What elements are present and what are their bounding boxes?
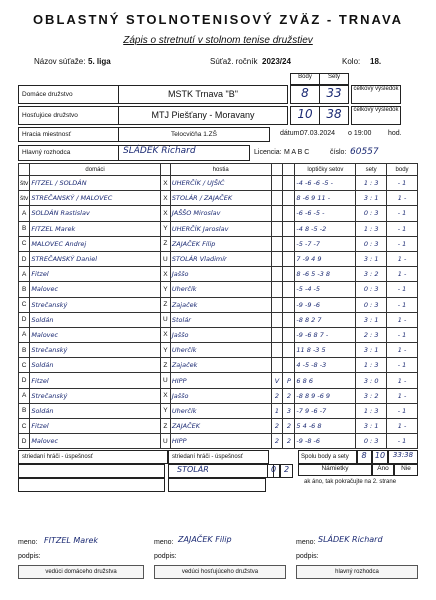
points-result: 1 - xyxy=(387,373,418,388)
row-letter: U xyxy=(160,434,170,449)
notes-yes[interactable]: Áno xyxy=(372,464,394,476)
licence-no-label: číslo: xyxy=(330,149,347,156)
points-result: - 1 xyxy=(387,434,418,449)
row-key: B xyxy=(19,343,30,358)
row-key: D xyxy=(19,251,30,266)
guest-meno-label: meno: xyxy=(154,539,174,546)
row-letter: Z xyxy=(160,358,170,373)
points-result: - 1 xyxy=(387,297,418,312)
home-player: Fitzel xyxy=(30,267,161,282)
col-guest-header: hostia xyxy=(170,164,271,176)
sets-result: 3 : 2 xyxy=(356,388,387,403)
p-mark xyxy=(283,176,295,191)
row-letter: X xyxy=(160,206,170,221)
date-value: 07.03.2024 xyxy=(300,130,336,137)
guest-player: Uherčík xyxy=(170,403,271,418)
total-guest: 10 xyxy=(372,450,388,464)
set-scores: -6 -6 -5 - xyxy=(295,206,356,221)
guest-player: STOLÁR / ZAJAČEK xyxy=(170,191,271,206)
v-mark xyxy=(271,312,283,327)
guest-player: UHERČÍK Jaroslav xyxy=(170,221,271,236)
row-key: C xyxy=(19,419,30,434)
home-sety: 33 xyxy=(319,85,349,104)
p-mark xyxy=(283,191,295,206)
guest-team-name: MTJ Piešťany - Moravany xyxy=(118,106,288,125)
guest-player: Uherčík xyxy=(170,343,271,358)
sets-result: 0 : 3 xyxy=(356,297,387,312)
match-row xyxy=(19,343,418,358)
home-player: Strečanský xyxy=(30,388,161,403)
p-mark xyxy=(283,251,295,266)
v-mark xyxy=(271,297,283,312)
sets-result: 3 : 0 xyxy=(356,373,387,388)
guest-player: HIPP xyxy=(170,373,271,388)
guest-player: STOLÁR Vladimír xyxy=(170,251,271,266)
notes-text: ak áno, tak pokračujte na 2. strane xyxy=(304,479,397,485)
v-mark xyxy=(271,267,283,282)
row-letter: Z xyxy=(160,419,170,434)
row-key: D xyxy=(19,373,30,388)
points-result: - 1 xyxy=(387,206,418,221)
v-mark: 2 xyxy=(271,388,283,403)
ref-role: hlavný rozhodca xyxy=(296,565,418,579)
points-result: 1 - xyxy=(387,312,418,327)
set-scores: 6 8 6 xyxy=(295,373,356,388)
sets-result: 0 : 3 xyxy=(356,206,387,221)
row-letter: X xyxy=(160,388,170,403)
set-scores: -9 -9 -6 xyxy=(295,297,356,312)
v-mark xyxy=(271,343,283,358)
v-mark: 1 xyxy=(271,403,283,418)
row-letter: Y xyxy=(160,221,170,236)
match-row xyxy=(19,282,418,297)
guest-podpis-label: podpis: xyxy=(154,553,177,560)
match-grid xyxy=(18,163,418,449)
v-mark: 2 xyxy=(271,419,283,434)
home-player: Malovec xyxy=(30,327,161,342)
v-mark xyxy=(271,221,283,236)
round-value: 18. xyxy=(370,57,382,66)
home-team-label: Domáce družstvo xyxy=(18,85,119,104)
p-mark: 3 xyxy=(283,403,295,418)
match-row xyxy=(19,297,418,312)
home-player: FITZEL / SOLDÁN xyxy=(30,176,161,191)
guest-body: 10 xyxy=(290,106,320,125)
guest-player: Jaššo xyxy=(170,267,271,282)
home-player: Malovec xyxy=(30,434,161,449)
guest-player: Uherčík xyxy=(170,282,271,297)
set-scores: -4 -6 -6 -5 - xyxy=(295,176,356,191)
p-mark xyxy=(283,312,295,327)
home-podpis-label: podpis: xyxy=(18,553,41,560)
home-player: SOLDÁN Rastislav xyxy=(30,206,161,221)
v-mark: V xyxy=(271,373,283,388)
time-value: o 19:00 xyxy=(348,130,372,137)
ref-podpis-label: podpis: xyxy=(296,553,319,560)
hod-label: hod. xyxy=(388,130,402,137)
set-scores: -8 8 9 -6 9 xyxy=(295,388,356,403)
guest-player: ZAJAČEK xyxy=(170,419,271,434)
home-player: MALOVEC Andrej xyxy=(30,236,161,251)
alt-guest-v: 0 xyxy=(267,464,280,478)
match-row xyxy=(19,403,418,418)
home-player: Strečanský xyxy=(30,297,161,312)
licence-no-value: 60557 xyxy=(350,147,379,157)
league-value: 5. liga xyxy=(88,57,111,66)
sets-result: 0 : 3 xyxy=(356,236,387,251)
round-label: Kolo: xyxy=(342,57,361,66)
points-result: - 1 xyxy=(387,221,418,236)
points-result: 1 - xyxy=(387,388,418,403)
set-scores: -9 -8 -6 xyxy=(295,434,356,449)
p-mark: 2 xyxy=(283,388,295,403)
guest-player: JAŠŠO Miroslav xyxy=(170,206,271,221)
set-scores: -5 -4 -5 xyxy=(295,282,356,297)
home-role: vedúci domáceho družstva xyxy=(18,565,144,579)
guest-result-label: celkový výsledok xyxy=(351,106,401,125)
sets-result: 1 : 3 xyxy=(356,358,387,373)
p-mark xyxy=(283,221,295,236)
sets-result: 1 : 3 xyxy=(356,403,387,418)
col-home-header: domáci xyxy=(30,164,161,176)
alt-guest-p: 2 xyxy=(280,464,293,478)
teams-block xyxy=(18,73,418,173)
guest-player: Zajaček xyxy=(170,358,271,373)
ref-meno-label: meno: xyxy=(296,539,316,546)
home-player: Soldán xyxy=(30,403,161,418)
v-mark xyxy=(271,206,283,221)
signatures-block xyxy=(18,535,418,595)
guest-sety: 38 xyxy=(319,106,349,125)
alt-guest-row-2 xyxy=(168,478,266,492)
sets-result: 0 : 3 xyxy=(356,282,387,297)
set-scores: 7 -9 4 9 xyxy=(295,251,356,266)
points-result: - 1 xyxy=(387,282,418,297)
row-key: A xyxy=(19,267,30,282)
sets-result: 2 : 3 xyxy=(356,327,387,342)
v-mark xyxy=(271,176,283,191)
p-mark xyxy=(283,236,295,251)
col-sety-header: sety xyxy=(356,164,387,176)
col-body-header: Body xyxy=(290,73,320,85)
match-row xyxy=(19,358,418,373)
date-label: dátum: xyxy=(280,130,302,137)
total-label: Spolu body a sety xyxy=(298,450,358,464)
home-player: Soldán xyxy=(30,358,161,373)
referee-value: SLÁDEK Richard xyxy=(118,145,250,161)
set-scores: -7 9 -6 -7 xyxy=(295,403,356,418)
row-key: C xyxy=(19,358,30,373)
match-row xyxy=(19,419,418,434)
match-row xyxy=(19,267,418,282)
guest-team-label: Hosťujúce družstvo xyxy=(18,106,119,125)
set-scores: 8 -6 9 11 - xyxy=(295,191,356,206)
sets-result: 3 : 2 xyxy=(356,267,387,282)
home-player: FITZEL Marek xyxy=(30,221,161,236)
home-captain-name: FITZEL Marek xyxy=(44,536,99,545)
match-row xyxy=(19,206,418,221)
alt-guest-name: STOLÁR xyxy=(168,464,274,478)
p-mark xyxy=(283,206,295,221)
row-letter: Y xyxy=(160,343,170,358)
set-scores: -8 8 2 7 xyxy=(295,312,356,327)
home-player: Strečanský xyxy=(30,343,161,358)
alt-home-row xyxy=(18,464,165,478)
p-mark xyxy=(283,358,295,373)
match-row xyxy=(19,191,418,206)
notes-no[interactable]: Nie xyxy=(394,464,418,476)
licence-classes: M A B C xyxy=(284,149,310,156)
home-player: Soldán xyxy=(30,312,161,327)
home-meno-label: meno: xyxy=(18,539,38,546)
sets-result: 3 : 1 xyxy=(356,191,387,206)
row-letter: Y xyxy=(160,403,170,418)
p-mark xyxy=(283,282,295,297)
col-sety-header: Sety xyxy=(319,73,349,85)
row-letter: Y xyxy=(160,282,170,297)
row-letter: U xyxy=(160,373,170,388)
row-key: C xyxy=(19,297,30,312)
guest-player: Jaššo xyxy=(170,327,271,342)
match-row xyxy=(19,327,418,342)
points-result: 1 - xyxy=(387,343,418,358)
sets-result: 3 : 1 xyxy=(356,312,387,327)
season-value: 2023/24 xyxy=(262,57,291,66)
licence-label: Licencia: xyxy=(254,149,282,156)
home-body: 8 xyxy=(290,85,320,104)
row-key: B xyxy=(19,282,30,297)
points-result: - 1 xyxy=(387,403,418,418)
home-player: Fitzel xyxy=(30,373,161,388)
sets-result: 3 : 1 xyxy=(356,419,387,434)
row-letter: X xyxy=(160,267,170,282)
sets-result: 1 : 3 xyxy=(356,221,387,236)
row-key: B xyxy=(19,403,30,418)
row-key: C xyxy=(19,236,30,251)
p-mark: P xyxy=(283,373,295,388)
p-mark xyxy=(283,327,295,342)
v-mark xyxy=(271,327,283,342)
match-row xyxy=(19,221,418,236)
home-player: STREČANSKÝ / MALOVEC xyxy=(30,191,161,206)
points-result: - 1 xyxy=(387,358,418,373)
col-points-header: body xyxy=(387,164,418,176)
alt-home-row-2 xyxy=(18,478,165,492)
set-scores: 8 -6 5 -3 8 xyxy=(295,267,356,282)
row-key: B xyxy=(19,221,30,236)
alt-guest-label: striedaní hráči - úspešnosť xyxy=(168,450,269,464)
guest-player: UHERČÍK / UJŠIĆ xyxy=(170,176,271,191)
points-result: 1 - xyxy=(387,267,418,282)
points-result: 1 - xyxy=(387,419,418,434)
match-row xyxy=(19,434,418,449)
match-row xyxy=(19,388,418,403)
document-subtitle: Zápis o stretnutí v stolnom tenise družstiev xyxy=(123,35,313,46)
match-row xyxy=(19,373,418,388)
row-letter: Z xyxy=(160,297,170,312)
home-player: STREČANSKÝ Daniel xyxy=(30,251,161,266)
guest-player: Stolár xyxy=(170,312,271,327)
sets-result: 3 : 1 xyxy=(356,251,387,266)
sets-result: 0 : 3 xyxy=(356,434,387,449)
p-mark xyxy=(283,343,295,358)
row-key: A xyxy=(19,388,30,403)
home-team-name: MSTK Trnava "B" xyxy=(118,85,288,104)
v-mark xyxy=(271,358,283,373)
match-row xyxy=(19,176,418,191)
guest-player: Jaššo xyxy=(170,388,271,403)
v-mark xyxy=(271,282,283,297)
row-letter: X xyxy=(160,327,170,342)
substitutes-block xyxy=(18,450,418,510)
set-scores: 11 8 -3 5 xyxy=(295,343,356,358)
p-mark xyxy=(283,297,295,312)
row-key: D xyxy=(19,312,30,327)
guest-player: Zajaček xyxy=(170,297,271,312)
row-key: D xyxy=(19,434,30,449)
points-result: - 1 xyxy=(387,236,418,251)
row-letter: X xyxy=(160,176,170,191)
guest-player: HIPP xyxy=(170,434,271,449)
document-title: OBLASTNÝ STOLNOTENISOVÝ ZVÄZ - TRNAVA xyxy=(32,12,404,27)
row-letter: X xyxy=(160,191,170,206)
set-scores: 4 -5 -8 -3 xyxy=(295,358,356,373)
home-result-label: celkový výsledok xyxy=(351,85,401,104)
referee-label: Hlavný rozhodca xyxy=(18,145,119,161)
v-mark xyxy=(271,251,283,266)
season-label: Súťaž. ročník xyxy=(210,57,258,66)
row-key: A xyxy=(19,327,30,342)
sets-result: 1 : 3 xyxy=(356,176,387,191)
ref-name: SLÁDEK Richard xyxy=(318,535,383,544)
set-scores: -5 -7 -7 xyxy=(295,236,356,251)
points-result: 1 - xyxy=(387,251,418,266)
home-player: Fitzel xyxy=(30,419,161,434)
guest-player: ZAJAČEK Filip xyxy=(170,236,271,251)
col-sets-header: loptičky setov xyxy=(295,164,356,176)
v-mark xyxy=(271,236,283,251)
home-player: Malovec xyxy=(30,282,161,297)
p-mark: 2 xyxy=(283,419,295,434)
match-row xyxy=(19,251,418,266)
points-result: - 1 xyxy=(387,176,418,191)
sets-result: 3 : 1 xyxy=(356,343,387,358)
points-result: - 1 xyxy=(387,327,418,342)
p-mark xyxy=(283,267,295,282)
notes-label: Námietky xyxy=(298,464,372,476)
total-sets: 33:38 xyxy=(388,450,418,464)
guest-role: vedúci hosťujúceho družstva xyxy=(154,565,286,579)
league-label: Názov súťaže: xyxy=(34,57,86,66)
row-key: A xyxy=(19,206,30,221)
total-home: 8 xyxy=(356,450,372,464)
row-letter: U xyxy=(160,312,170,327)
set-scores: -4 8 -5 -2 xyxy=(295,221,356,236)
guest-captain-name: ZAJAČEK Filip xyxy=(178,535,232,544)
v-mark: 2 xyxy=(271,434,283,449)
row-key: štv xyxy=(19,176,30,191)
row-letter: U xyxy=(160,251,170,266)
row-key: štv xyxy=(19,191,30,206)
points-result: 1 - xyxy=(387,191,418,206)
venue-value: Telocvičňa 1.ZŠ xyxy=(118,127,270,142)
match-row xyxy=(19,312,418,327)
venue-label: Hracia miestnosť xyxy=(18,127,119,142)
row-letter: Z xyxy=(160,236,170,251)
p-mark: 2 xyxy=(283,434,295,449)
alt-home-label: striedaní hráči - úspešnosť xyxy=(18,450,168,464)
set-scores: 5 4 -6 8 xyxy=(295,419,356,434)
match-row xyxy=(19,236,418,251)
v-mark xyxy=(271,191,283,206)
set-scores: -9 -6 8 7 - xyxy=(295,327,356,342)
